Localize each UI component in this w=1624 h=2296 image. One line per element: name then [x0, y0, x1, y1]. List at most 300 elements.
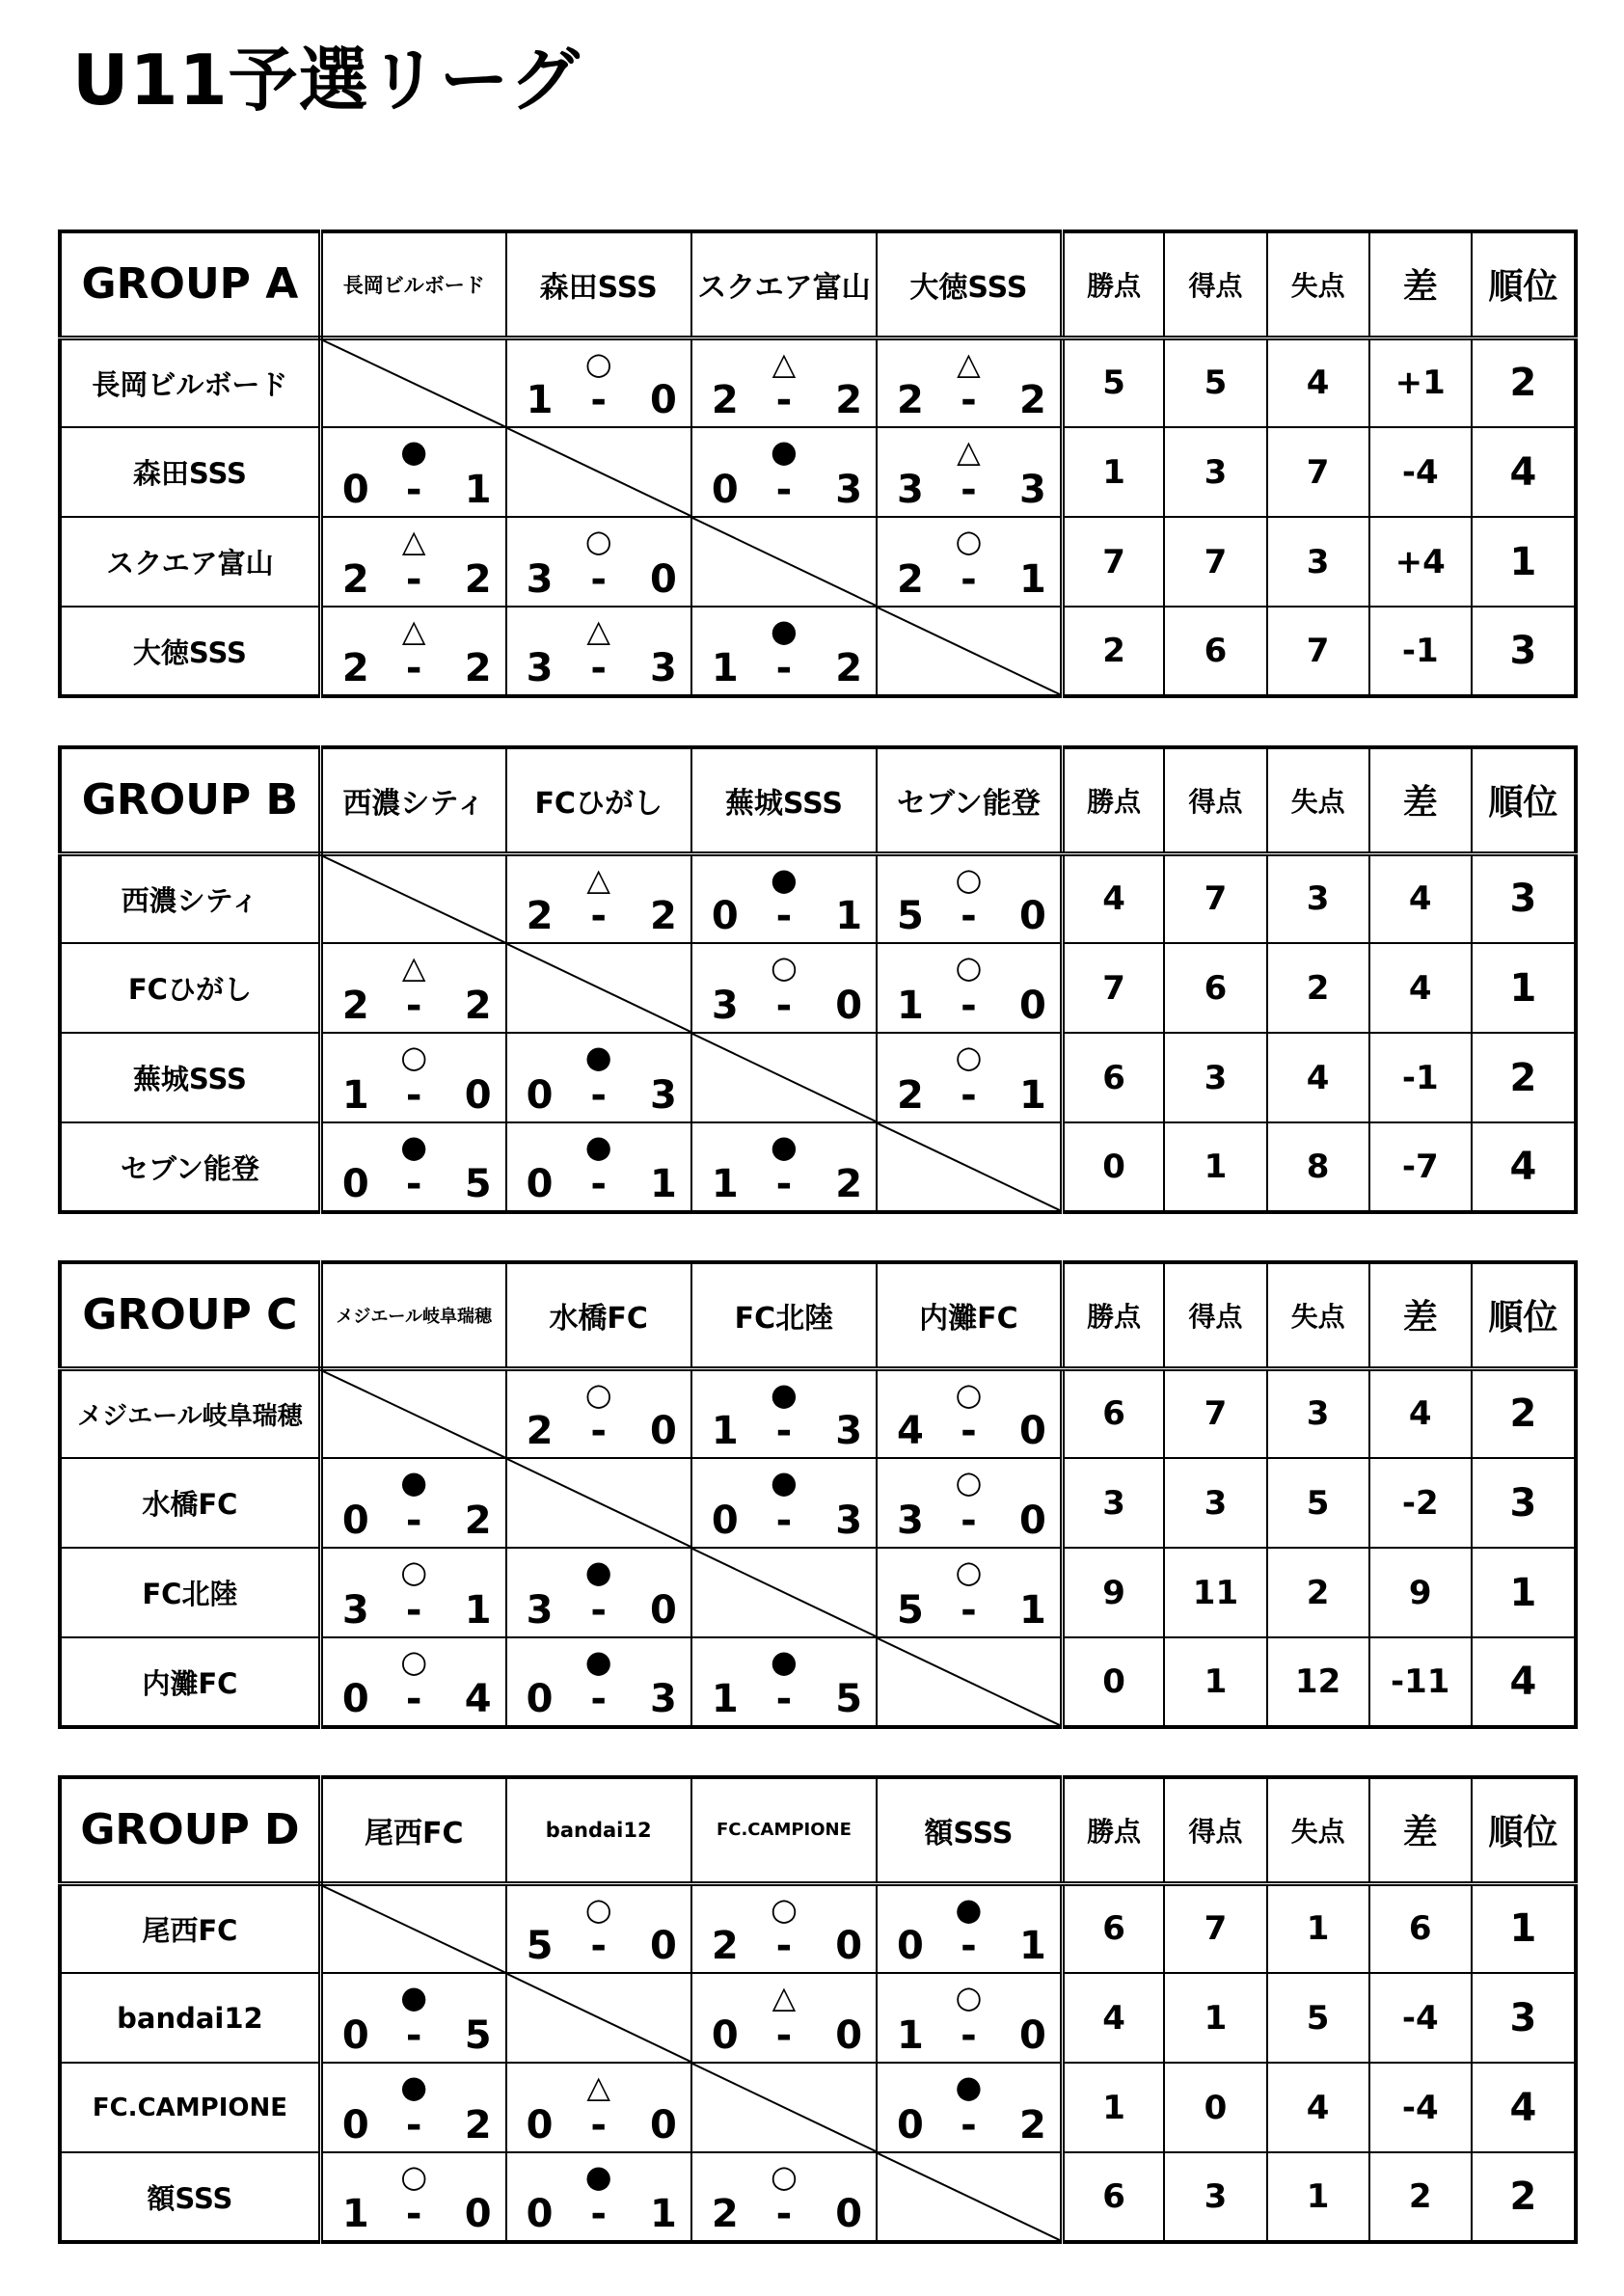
match-result-cell — [691, 853, 877, 943]
group-name: GROUP B — [60, 747, 320, 853]
stat-header: 順位 — [1472, 1262, 1576, 1368]
score-dash: - — [405, 1162, 422, 1206]
score-for: 2 — [711, 1924, 739, 1968]
result-symbol: △ — [401, 949, 426, 986]
score-dash: - — [775, 378, 793, 422]
points-value: 6 — [1062, 1033, 1164, 1122]
score-against: 0 — [835, 984, 863, 1028]
group-header-row — [60, 231, 1576, 338]
score-against: 0 — [649, 1924, 677, 1968]
score-for: 0 — [711, 468, 739, 512]
match-result-cell — [320, 2063, 505, 2152]
score-dash: - — [405, 1677, 422, 1721]
points-value: 3 — [1062, 1458, 1164, 1548]
points-value: 9 — [1062, 1548, 1164, 1637]
score-dash: - — [405, 557, 422, 602]
points-value: 4 — [1062, 1973, 1164, 2063]
self-match-cell — [320, 338, 505, 427]
score-against: 0 — [835, 2013, 863, 2058]
goals-for-value: 3 — [1164, 1458, 1266, 1548]
score-against: 1 — [649, 1162, 677, 1206]
match-result-cell — [320, 517, 505, 607]
score-dash: - — [590, 894, 607, 938]
score-for: 1 — [897, 984, 924, 1028]
score-dash: - — [961, 378, 977, 422]
rank-value: 1 — [1472, 943, 1576, 1033]
score-dash: - — [961, 984, 977, 1028]
score-against: 2 — [835, 646, 863, 690]
score-against: 1 — [1018, 557, 1046, 602]
match-result-cell — [877, 1458, 1062, 1548]
points-value: 0 — [1062, 1637, 1164, 1727]
match-result-cell — [506, 517, 691, 607]
result-symbol: ○ — [770, 1890, 798, 1928]
match-result-cell — [877, 427, 1062, 517]
self-match-cell — [320, 1883, 505, 1973]
match-result-cell — [691, 338, 877, 427]
stat-header: 勝点 — [1062, 231, 1164, 338]
stat-header: 差 — [1369, 231, 1472, 338]
score-for: 1 — [711, 1677, 739, 1721]
match-result-cell — [506, 607, 691, 696]
score-for: 3 — [526, 646, 554, 690]
team-row — [60, 1368, 1576, 1458]
row-team-name: 森田SSS — [60, 427, 320, 517]
match-result-cell — [877, 1883, 1062, 1973]
score-for: 1 — [897, 2013, 924, 2058]
result-symbol: ● — [770, 860, 798, 898]
result-symbol: ○ — [584, 1375, 612, 1413]
score-dash: - — [775, 894, 793, 938]
score-against: 2 — [464, 557, 492, 602]
score-against: 0 — [1018, 1409, 1046, 1453]
row-team-name: 水橋FC — [60, 1458, 320, 1548]
rank-value: 4 — [1472, 1122, 1576, 1212]
result-symbol: ● — [400, 433, 428, 470]
stat-header: 順位 — [1472, 231, 1576, 338]
goals-against-value: 8 — [1267, 1122, 1369, 1212]
score-for: 3 — [526, 1588, 554, 1633]
result-symbol: ● — [770, 1464, 798, 1500]
result-symbol: ● — [770, 612, 798, 649]
goals-against-value: 5 — [1267, 1458, 1369, 1548]
score-against: 2 — [464, 2103, 492, 2147]
group-name: GROUP D — [60, 1777, 320, 1883]
score-against: 4 — [464, 1677, 492, 1721]
score-for: 5 — [897, 894, 924, 938]
goals-for-value: 6 — [1164, 607, 1266, 696]
diagonal-line — [692, 1549, 876, 1636]
score-for: 0 — [341, 2103, 369, 2147]
result-symbol: ○ — [955, 1979, 983, 2015]
stat-header: 得点 — [1164, 1777, 1266, 1883]
opponent-header: 蕪城SSS — [691, 747, 877, 853]
match-result-cell — [506, 1033, 691, 1122]
points-value: 6 — [1062, 2152, 1164, 2242]
result-symbol: ● — [584, 1643, 612, 1680]
result-symbol: ○ — [400, 1643, 428, 1680]
goals-against-value: 4 — [1267, 2063, 1369, 2152]
goal-diff-value: -1 — [1369, 607, 1472, 696]
score-dash: - — [961, 1409, 977, 1453]
match-result-cell — [877, 1033, 1062, 1122]
score-for: 0 — [897, 1924, 924, 1968]
score-for: 2 — [341, 646, 369, 690]
score-against: 0 — [464, 2192, 492, 2236]
result-symbol: ● — [955, 2068, 983, 2105]
goals-for-value: 3 — [1164, 2152, 1266, 2242]
opponent-header: 森田SSS — [506, 231, 691, 338]
goal-diff-value: -4 — [1369, 1973, 1472, 2063]
goals-against-value: 12 — [1267, 1637, 1369, 1727]
score-dash: - — [405, 468, 422, 512]
goals-for-value: 7 — [1164, 1368, 1266, 1458]
row-team-name: 尾西FC — [60, 1883, 320, 1973]
score-dash: - — [961, 894, 977, 938]
diagonal-line — [692, 2064, 876, 2151]
result-symbol: ● — [584, 2158, 612, 2195]
score-for: 1 — [341, 1073, 369, 1118]
goal-diff-value: 2 — [1369, 2152, 1472, 2242]
match-result-cell — [691, 2152, 877, 2242]
self-match-cell — [320, 853, 505, 943]
row-team-name: bandai12 — [60, 1973, 320, 2063]
match-result-cell — [691, 427, 877, 517]
diagonal-line — [692, 1034, 876, 1121]
score-dash: - — [590, 2192, 607, 2236]
self-match-cell — [506, 427, 691, 517]
score-against: 1 — [464, 468, 492, 512]
goals-for-value: 11 — [1164, 1548, 1266, 1637]
score-dash: - — [961, 1924, 977, 1968]
result-symbol: ○ — [584, 1890, 612, 1928]
result-symbol: ● — [400, 1464, 428, 1500]
score-against: 0 — [1018, 2013, 1046, 2058]
score-for: 3 — [897, 1499, 924, 1543]
row-team-name: 内灘FC — [60, 1637, 320, 1727]
score-dash: - — [590, 646, 607, 690]
score-against: 0 — [649, 2103, 677, 2147]
score-for: 0 — [526, 1677, 554, 1721]
team-row — [60, 2152, 1576, 2242]
score-against: 0 — [649, 1588, 677, 1633]
match-result-cell — [320, 1637, 505, 1727]
opponent-header: 西濃シティ — [320, 747, 505, 853]
goal-diff-value: -4 — [1369, 427, 1472, 517]
self-match-cell — [691, 1548, 877, 1637]
score-against: 0 — [1018, 1499, 1046, 1543]
match-result-cell — [506, 853, 691, 943]
score-against: 2 — [835, 1162, 863, 1206]
rank-value: 3 — [1472, 1458, 1576, 1548]
opponent-header: メジエール岐阜瑞穂 — [320, 1262, 505, 1368]
match-result-cell — [877, 517, 1062, 607]
match-result-cell — [320, 1122, 505, 1212]
points-value: 2 — [1062, 607, 1164, 696]
score-dash: - — [405, 646, 422, 690]
stat-header: 失点 — [1267, 231, 1369, 338]
score-dash: - — [775, 1409, 793, 1453]
score-dash: - — [590, 2103, 607, 2147]
result-symbol: △ — [771, 344, 797, 382]
page-title: U11予選リーグ — [72, 40, 581, 121]
score-against: 1 — [1018, 1073, 1046, 1118]
opponent-header: 額SSS — [877, 1777, 1062, 1883]
result-symbol: △ — [401, 612, 426, 649]
rank-value: 3 — [1472, 1973, 1576, 2063]
result-symbol: ● — [584, 1553, 612, 1590]
result-symbol: ○ — [955, 1375, 983, 1413]
score-for: 2 — [897, 557, 924, 602]
team-row — [60, 1973, 1576, 2063]
team-row — [60, 1637, 1576, 1727]
score-for: 0 — [897, 2103, 924, 2147]
row-team-name: セブン能登 — [60, 1122, 320, 1212]
goal-diff-value: -4 — [1369, 2063, 1472, 2152]
goals-against-value: 3 — [1267, 1368, 1369, 1458]
score-dash: - — [775, 468, 793, 512]
rank-value: 3 — [1472, 853, 1576, 943]
rank-value: 2 — [1472, 1368, 1576, 1458]
goal-diff-value: 4 — [1369, 1368, 1472, 1458]
team-row — [60, 2063, 1576, 2152]
opponent-header: 内灘FC — [877, 1262, 1062, 1368]
stat-header: 順位 — [1472, 747, 1576, 853]
points-value: 1 — [1062, 427, 1164, 517]
row-team-name: 西濃シティ — [60, 853, 320, 943]
score-for: 0 — [341, 1162, 369, 1206]
match-result-cell — [320, 1458, 505, 1548]
goals-against-value: 4 — [1267, 1033, 1369, 1122]
row-team-name: 蕪城SSS — [60, 1033, 320, 1122]
goals-against-value: 4 — [1267, 338, 1369, 427]
result-symbol: ○ — [955, 1464, 983, 1500]
team-row — [60, 943, 1576, 1033]
self-match-cell — [691, 2063, 877, 2152]
opponent-header: 大徳SSS — [877, 231, 1062, 338]
row-team-name: FCひがし — [60, 943, 320, 1033]
points-value: 1 — [1062, 2063, 1164, 2152]
score-against: 0 — [649, 378, 677, 422]
match-result-cell — [320, 607, 505, 696]
score-against: 2 — [1018, 2103, 1046, 2147]
self-match-cell — [877, 2152, 1062, 2242]
score-against: 2 — [649, 894, 677, 938]
score-dash: - — [961, 1588, 977, 1633]
self-match-cell — [691, 1033, 877, 1122]
match-result-cell — [506, 2063, 691, 2152]
score-for: 4 — [897, 1409, 924, 1453]
goals-against-value: 7 — [1267, 427, 1369, 517]
score-dash: - — [775, 2013, 793, 2058]
goals-for-value: 3 — [1164, 1033, 1266, 1122]
opponent-header: 長岡ビルボード — [320, 231, 505, 338]
goals-against-value: 7 — [1267, 607, 1369, 696]
goals-against-value: 3 — [1267, 853, 1369, 943]
stat-header: 得点 — [1164, 747, 1266, 853]
goals-for-value: 0 — [1164, 2063, 1266, 2152]
score-for: 2 — [897, 378, 924, 422]
stat-header: 失点 — [1267, 1262, 1369, 1368]
stat-header: 差 — [1369, 1777, 1472, 1883]
self-match-cell — [877, 607, 1062, 696]
stat-header: 勝点 — [1062, 1777, 1164, 1883]
result-symbol: ○ — [584, 344, 612, 382]
team-row — [60, 427, 1576, 517]
goals-for-value: 1 — [1164, 1637, 1266, 1727]
result-symbol: △ — [586, 860, 610, 898]
goal-diff-value: -11 — [1369, 1637, 1472, 1727]
score-for: 1 — [711, 1162, 739, 1206]
goals-against-value: 2 — [1267, 1548, 1369, 1637]
result-symbol: ○ — [584, 523, 612, 559]
goal-diff-value: 6 — [1369, 1883, 1472, 1973]
match-result-cell — [877, 2063, 1062, 2152]
score-against: 0 — [835, 2192, 863, 2236]
row-team-name: スクエア富山 — [60, 517, 320, 607]
score-dash: - — [590, 1677, 607, 1721]
match-result-cell — [320, 1973, 505, 2063]
score-dash: - — [590, 1409, 607, 1453]
score-against: 3 — [649, 1073, 677, 1118]
match-result-cell — [506, 1122, 691, 1212]
team-row — [60, 517, 1576, 607]
goal-diff-value: 4 — [1369, 853, 1472, 943]
match-result-cell — [506, 1368, 691, 1458]
result-symbol: △ — [957, 433, 981, 470]
score-dash: - — [775, 1677, 793, 1721]
self-match-cell — [877, 1122, 1062, 1212]
score-dash: - — [405, 1073, 422, 1118]
result-symbol: ● — [770, 1128, 798, 1165]
score-for: 0 — [341, 468, 369, 512]
result-symbol: ○ — [955, 949, 983, 986]
score-against: 1 — [835, 894, 863, 938]
diagonal-line — [507, 428, 690, 516]
score-dash: - — [405, 1499, 422, 1543]
diagonal-line — [507, 1459, 690, 1547]
stat-header: 差 — [1369, 1262, 1472, 1368]
rank-value: 1 — [1472, 1548, 1576, 1637]
score-dash: - — [405, 2192, 422, 2236]
match-result-cell — [320, 2152, 505, 2242]
row-team-name: 大徳SSS — [60, 607, 320, 696]
score-for: 3 — [711, 984, 739, 1028]
result-symbol: ○ — [955, 523, 983, 559]
goal-diff-value: -1 — [1369, 1033, 1472, 1122]
diagonal-line — [323, 340, 505, 427]
diagonal-line — [323, 1371, 505, 1458]
goals-for-value: 7 — [1164, 853, 1266, 943]
points-value: 6 — [1062, 1883, 1164, 1973]
score-against: 3 — [835, 468, 863, 512]
group-header-row — [60, 747, 1576, 853]
result-symbol: ● — [400, 2068, 428, 2105]
points-value: 6 — [1062, 1368, 1164, 1458]
rank-value: 2 — [1472, 2152, 1576, 2242]
score-for: 0 — [526, 1162, 554, 1206]
score-dash: - — [775, 646, 793, 690]
score-against: 1 — [649, 2192, 677, 2236]
score-against: 3 — [649, 646, 677, 690]
goals-for-value: 6 — [1164, 943, 1266, 1033]
score-against: 0 — [649, 1409, 677, 1453]
team-row — [60, 1122, 1576, 1212]
score-against: 0 — [835, 1924, 863, 1968]
match-result-cell — [320, 1548, 505, 1637]
score-against: 0 — [1018, 984, 1046, 1028]
stat-header: 差 — [1369, 747, 1472, 853]
opponent-header: 水橋FC — [506, 1262, 691, 1368]
team-row — [60, 338, 1576, 427]
goal-diff-value: -2 — [1369, 1458, 1472, 1548]
score-dash: - — [775, 2192, 793, 2236]
result-symbol: ● — [584, 1128, 612, 1165]
opponent-header: bandai12 — [506, 1777, 691, 1883]
result-symbol: ● — [770, 1643, 798, 1680]
score-against: 3 — [1018, 468, 1046, 512]
score-dash: - — [405, 1588, 422, 1633]
group-name: GROUP C — [60, 1262, 320, 1368]
self-match-cell — [691, 517, 877, 607]
score-against: 0 — [1018, 894, 1046, 938]
score-dash: - — [590, 1924, 607, 1968]
team-row — [60, 853, 1576, 943]
score-for: 0 — [341, 1499, 369, 1543]
score-dash: - — [775, 1162, 793, 1206]
row-team-name: FC.CAMPIONE — [60, 2063, 320, 2152]
diagonal-line — [878, 1123, 1060, 1210]
goals-for-value: 3 — [1164, 427, 1266, 517]
score-against: 2 — [464, 1499, 492, 1543]
self-match-cell — [506, 1458, 691, 1548]
stat-header: 得点 — [1164, 231, 1266, 338]
diagonal-line — [507, 1974, 690, 2062]
match-result-cell — [691, 1637, 877, 1727]
goals-against-value: 1 — [1267, 1883, 1369, 1973]
score-dash: - — [961, 468, 977, 512]
score-for: 2 — [341, 557, 369, 602]
result-symbol: ○ — [955, 1039, 983, 1075]
score-against: 2 — [464, 984, 492, 1028]
opponent-header: セブン能登 — [877, 747, 1062, 853]
stat-header: 得点 — [1164, 1262, 1266, 1368]
match-result-cell — [506, 1548, 691, 1637]
score-against: 0 — [649, 557, 677, 602]
score-dash: - — [590, 378, 607, 422]
rank-value: 4 — [1472, 2063, 1576, 2152]
result-symbol: △ — [771, 1979, 797, 2015]
match-result-cell — [691, 1122, 877, 1212]
match-result-cell — [877, 853, 1062, 943]
result-symbol: ● — [955, 1890, 983, 1928]
points-value: 7 — [1062, 517, 1164, 607]
team-row — [60, 1033, 1576, 1122]
row-team-name: 長岡ビルボード — [60, 338, 320, 427]
result-symbol: ○ — [400, 1039, 428, 1075]
score-for: 0 — [711, 2013, 739, 2058]
result-symbol: △ — [957, 344, 981, 382]
result-symbol: △ — [586, 612, 610, 649]
result-symbol: △ — [586, 2068, 610, 2105]
result-symbol: ● — [770, 433, 798, 470]
rank-value: 2 — [1472, 1033, 1576, 1122]
score-against: 1 — [464, 1588, 492, 1633]
stat-header: 順位 — [1472, 1777, 1576, 1883]
score-for: 0 — [711, 894, 739, 938]
score-against: 3 — [835, 1409, 863, 1453]
score-for: 0 — [526, 2103, 554, 2147]
